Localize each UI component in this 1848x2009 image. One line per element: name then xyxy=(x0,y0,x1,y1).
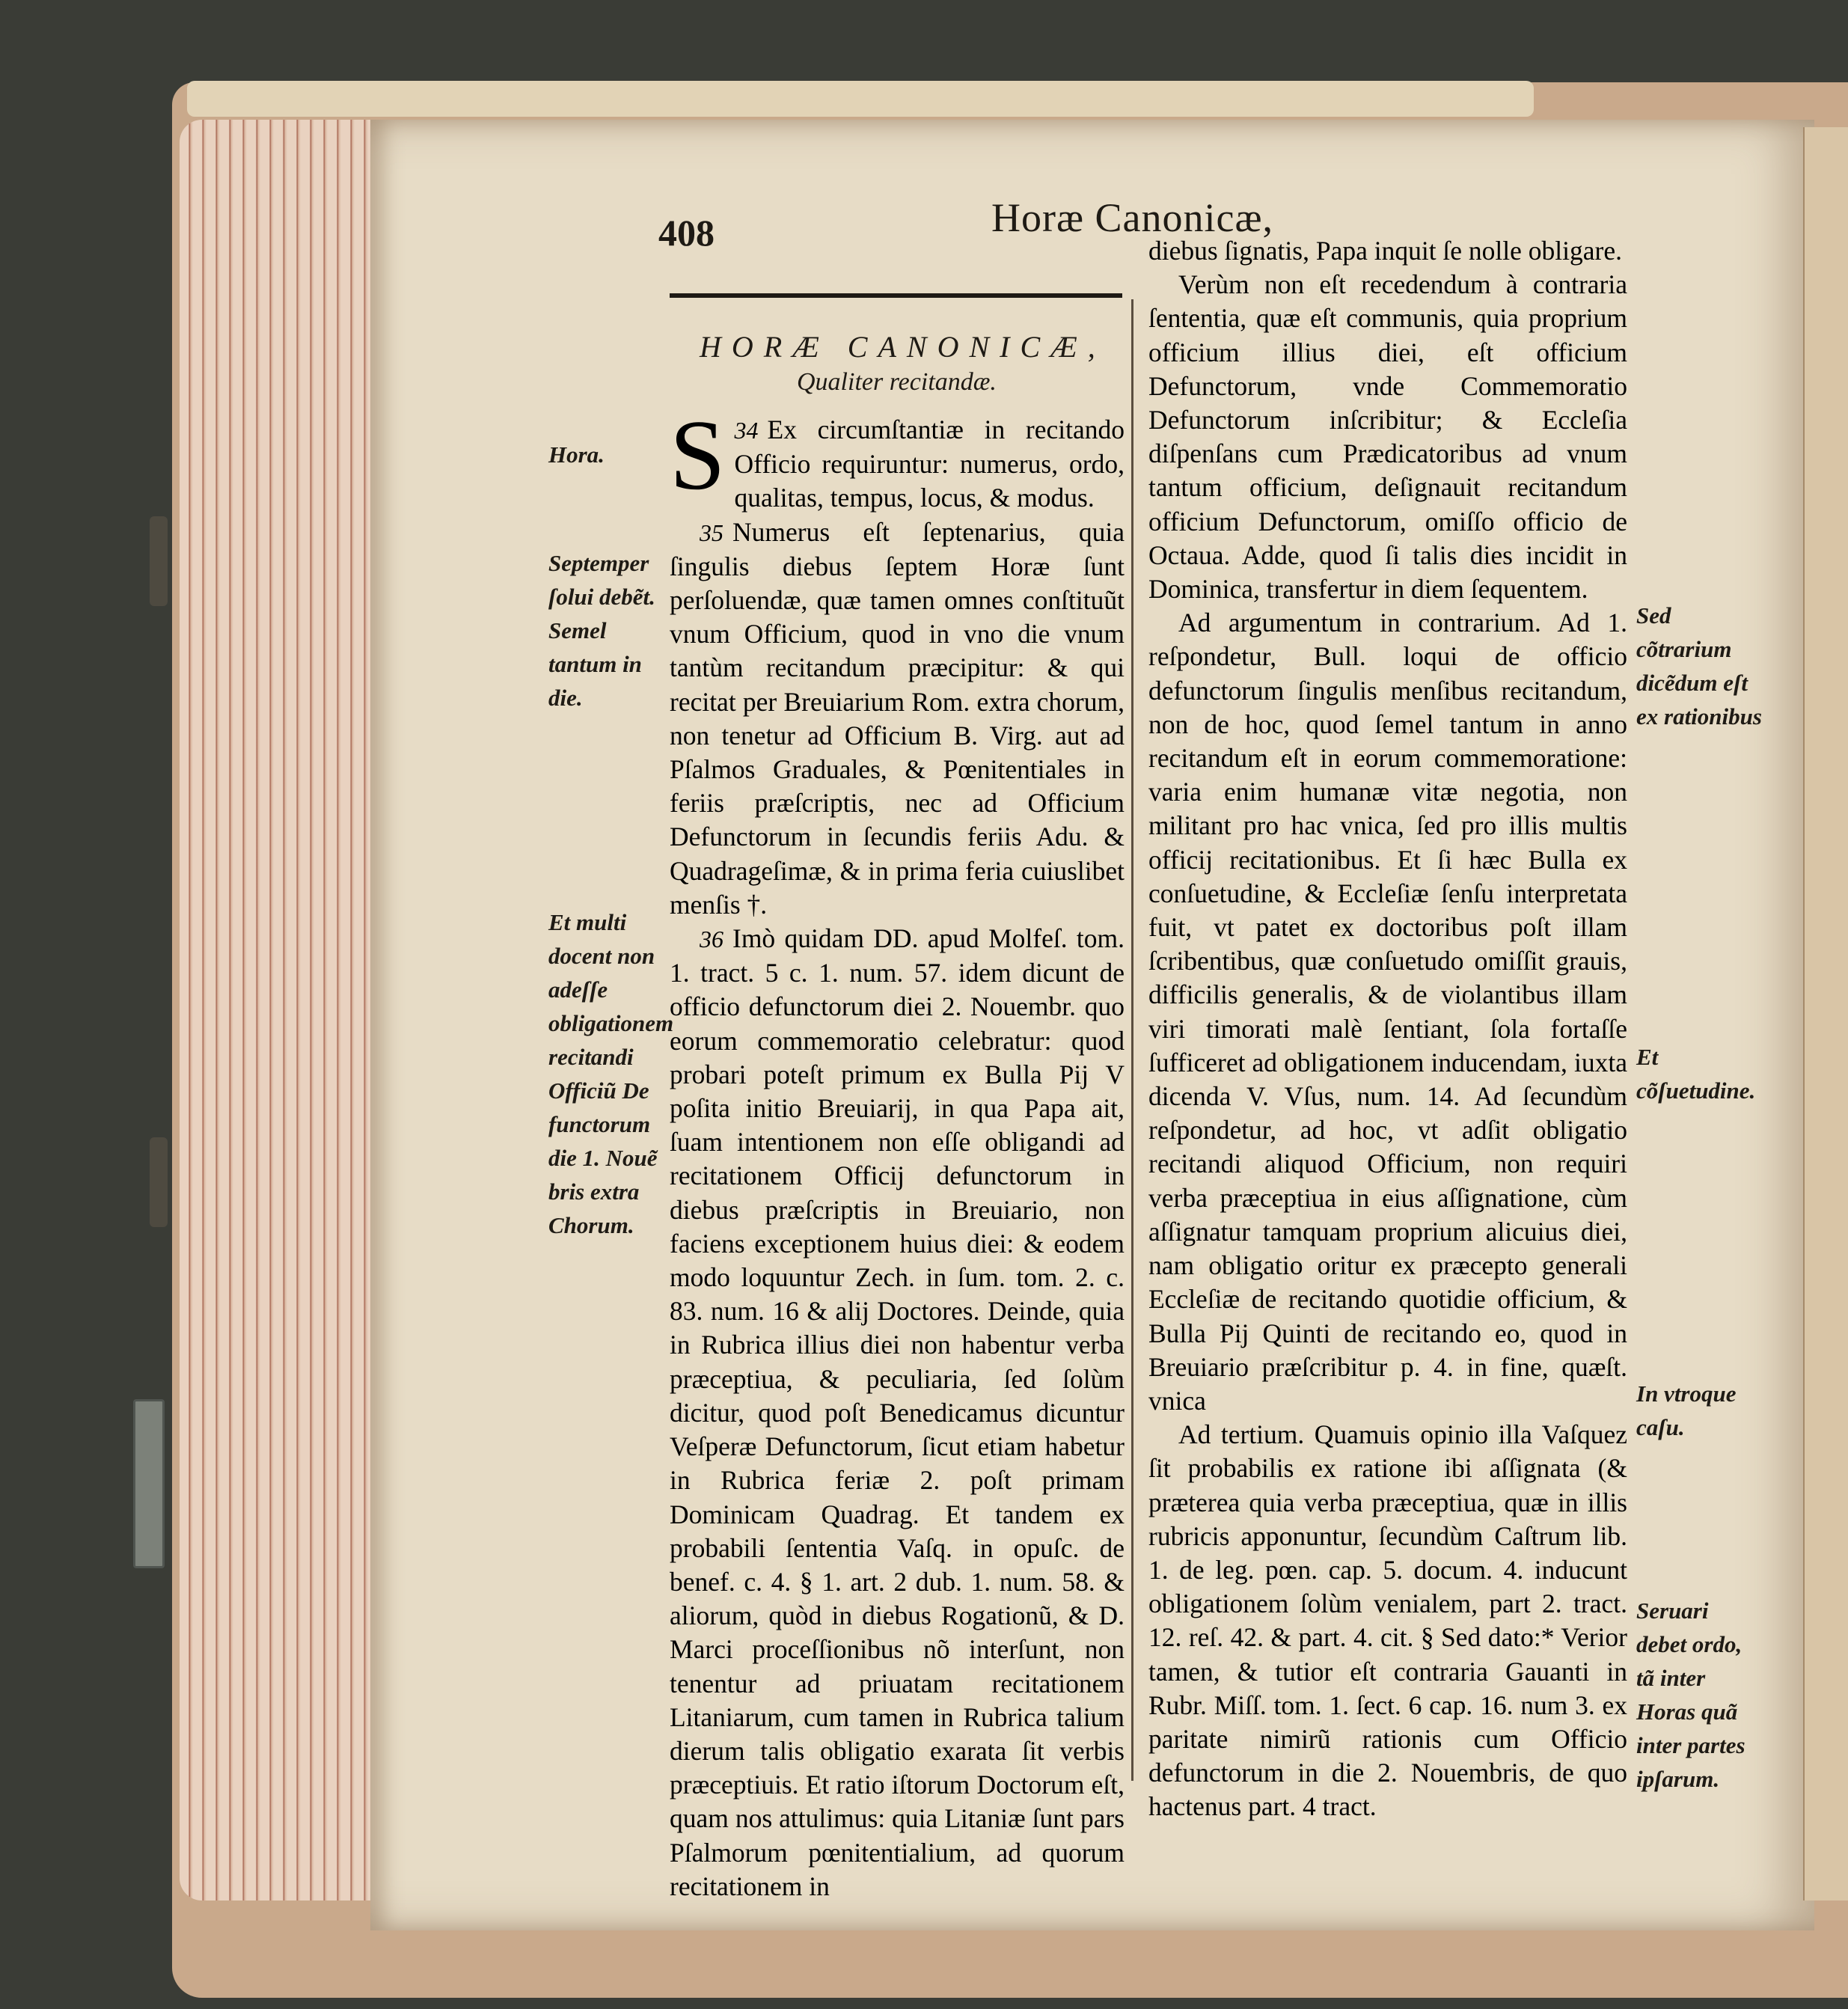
page-408 xyxy=(370,120,1814,1930)
paragraph-number: 35 xyxy=(700,519,723,546)
paragraph-text: Ex circumſtantiæ in recitando Officio requiruntur: numerus, ordo, qualitas, tempus, locus, & modus. xyxy=(734,415,1125,513)
paragraph-number: 34 xyxy=(734,417,759,444)
metal-clasp xyxy=(133,1399,165,1568)
paragraph-34 xyxy=(670,400,1125,516)
paragraph-verum: Verùm non eſt recedendum à contraria ſententia, quæ eſt communis, quia proprium officium illius diei, eſt officium Defunctorum, vnde Commemoratio Defunctorum inſcribitur; & Eccleſia diſpenſans cum Prædicatoribus ad vnum tantum officium, deſignauit recitandum officium Defunctorum, omiſſo officio de Octaua. Adde, quod ſi talis dies incidit in Dominica, transfertur in diem ſequentem. xyxy=(1148,269,1627,605)
margin-note-seruari: Seruari debet ordo, tã inter Horas quã inter partes ipſarum. xyxy=(1636,1597,1745,1792)
section-heading: HORÆ CANONICÆ, xyxy=(700,330,1106,364)
running-head: Horæ Canonicæ, xyxy=(991,195,1273,240)
margin-note-sed-contra: Sed cõtrarium dicẽdum eſt ex rationibus xyxy=(1636,602,1762,730)
left-column xyxy=(670,400,1125,1903)
paragraph-ad-tertium: Ad tertium. Quamuis opinio illa Vaſquez ſit probabilis ex ratione ibi aſſignata (& præterea quia verba præceptiua, quæ in illis rubricis apponuntur, ſecundùm Caſtrum lib. 1. de leg. pœn. cap. 5. docum. 4. inducunt obligationem ſolùm venialem, part 2. tract. 12. reſ. 42. & part. 4. cit. § Sed dato:* Verior tamen, & tutior eſt contraria Gauanti in Rubr. Miſſ. tom. 1. ſect. 6 cap. 16. num 3. ex paritate nimirũ rationis cum Officio defunctorum in die 2. Nouembris, de quo hactenus part. 4 tract. xyxy=(1148,1419,1627,1822)
paragraph-text: Imò quidam DD. apud Molfeſ. tom. 1. tract. 5 c. 1. num. 57. idem dicunt de officio defunctorum diei 2. Nouembr. quo eorum commemoratio celebratur: quod probari poteſt primum ex Bulla Pij V poſita initio Breuiarij, in qua Papa ait, ſuam intentionem non eſſe obligandi ad recitationem Officij defunctorum in diebus præſcriptis in Breuiario, non faciens exceptionem huius diei: & eodem modo loquuntur Zech. in ſum. tom. 2. c. 83. num. 16 & alij Doctores. Deinde, quia in Rubrica illius diei non habentur verba præceptiua, & peculiaria, ſed ſolùm dicitur, quod poſt Benedicamus dicuntur Veſperæ Defunctorum, ſicut etiam habetur in Rubrica feriæ 2. poſt primam Dominicam Quadrag. Et tandem ex probabili ſententia Vaſq. in opuſc. de benef. c. 4. § 1. art. 2 dub. 1. num. 58. & aliorum, quòd in diebus Rogationũ, & D. Marci proceſſionibus nõ interſunt, non tenentur ad priuatam recitationem Litaniarum, cum tamen in Rubrica talium dierum talis obligatio exarata ſit verbis præceptiuis. Et ratio iſtorum Doctorum eſt, quam nos attulimus: quia Litaniæ ſunt pars Pſalmorum pœnitentialium, ad quorum recitationem in xyxy=(670,923,1125,1901)
binding-hinge-top xyxy=(150,516,168,606)
binding-hinge-bottom xyxy=(150,1137,168,1227)
continued-text: diebus ſignatis, Papa inquit ſe nolle obligare. xyxy=(1148,236,1622,266)
paragraph-text: Numerus eſt ſeptenarius, quia ſingulis diebus ſeptem Horæ ſunt perſoluendæ, quæ tamen omnes conſtituũt vnum Officium, quod in vno die vnum tantùm recitandum præcipitur: & qui recitat per Breuiarium Rom. extra chorum, non tenetur ad Officium B. Virg. aut ad Pſalmos Graduales, & Pœnitentiales in feriis præſcriptis, nec ad Officium Defunctorum in ſecundis feriis Adu. & Quadrageſimæ, & in prima feria cuiuslibet menſis †. xyxy=(670,516,1125,920)
column-divider xyxy=(1131,299,1133,1781)
page-number: 408 xyxy=(658,212,715,254)
margin-note-et-consuetudine: Et cõſuetudine. xyxy=(1636,1044,1756,1104)
paragraph-ad-argumentum: Ad argumentum in contrarium. Ad 1. reſpondetur, Bull. loqui de officio defunctorum ſingulis menſibus recitandum, non de hoc, quod ſemel tantum in anno recitandum eſt in eorum commemoratione: varia enim humanæ vitæ negotia, non militant pro hac vnica, ſed pro illis multis officij recitationibus. Et ſi hæc Bulla ex conſuetudine, & Eccleſiæ ſenſu interpretata fuit, vt patet ex doctoribus poſt illam ſcribentibus, quæ conſuetudo omiſſit grauis, difficilis generalis, & de violantibus illam viri timorati malè ſentiant, ſola fortaſſe ſufficeret ad obligationem inducendam, iuxta dicenda V. Vſus, num. 14. Ad ſecundùm reſpondetur, ad hoc, vt adſit obligatio recitandi aliquod Officium, non requiri verba præceptiua in eius aſſignatione, cùm aſſignatur tamquam proprium alicuius diei, nam obligatio oritur ex præcepto generali Eccleſiæ de recitando quotidie officium, & Bulla Pij Quinti de recitando eo, quod in Breuiario præſcribitur p. 4. in fine, quæſt. vnica xyxy=(1148,608,1627,1416)
paragraph-36 xyxy=(670,922,1125,1903)
margin-note-et-multi: Et multi docent non adeſſe obligationem recitandi Officiũ De functorum die 1. Nouẽ bris extra Chorum. xyxy=(548,909,674,1238)
paragraph-number: 36 xyxy=(700,926,723,953)
page-edges-stack xyxy=(180,120,374,1901)
right-column xyxy=(1148,234,1627,1824)
margin-note-hora: Hora. xyxy=(548,441,605,468)
paragraph-35 xyxy=(670,516,1125,922)
drop-cap: S xyxy=(670,400,726,510)
header-rule xyxy=(670,293,1122,298)
margin-note-septemper: Septemper ſolui debẽt. Semel tantum in die. xyxy=(548,550,655,711)
margin-note-in-vtroque: In vtroque caſu. xyxy=(1636,1380,1737,1440)
facing-page-edge xyxy=(1803,127,1848,1901)
section-subheading: Qualiter recitandæ. xyxy=(797,368,997,396)
page-top-edge xyxy=(187,81,1534,117)
